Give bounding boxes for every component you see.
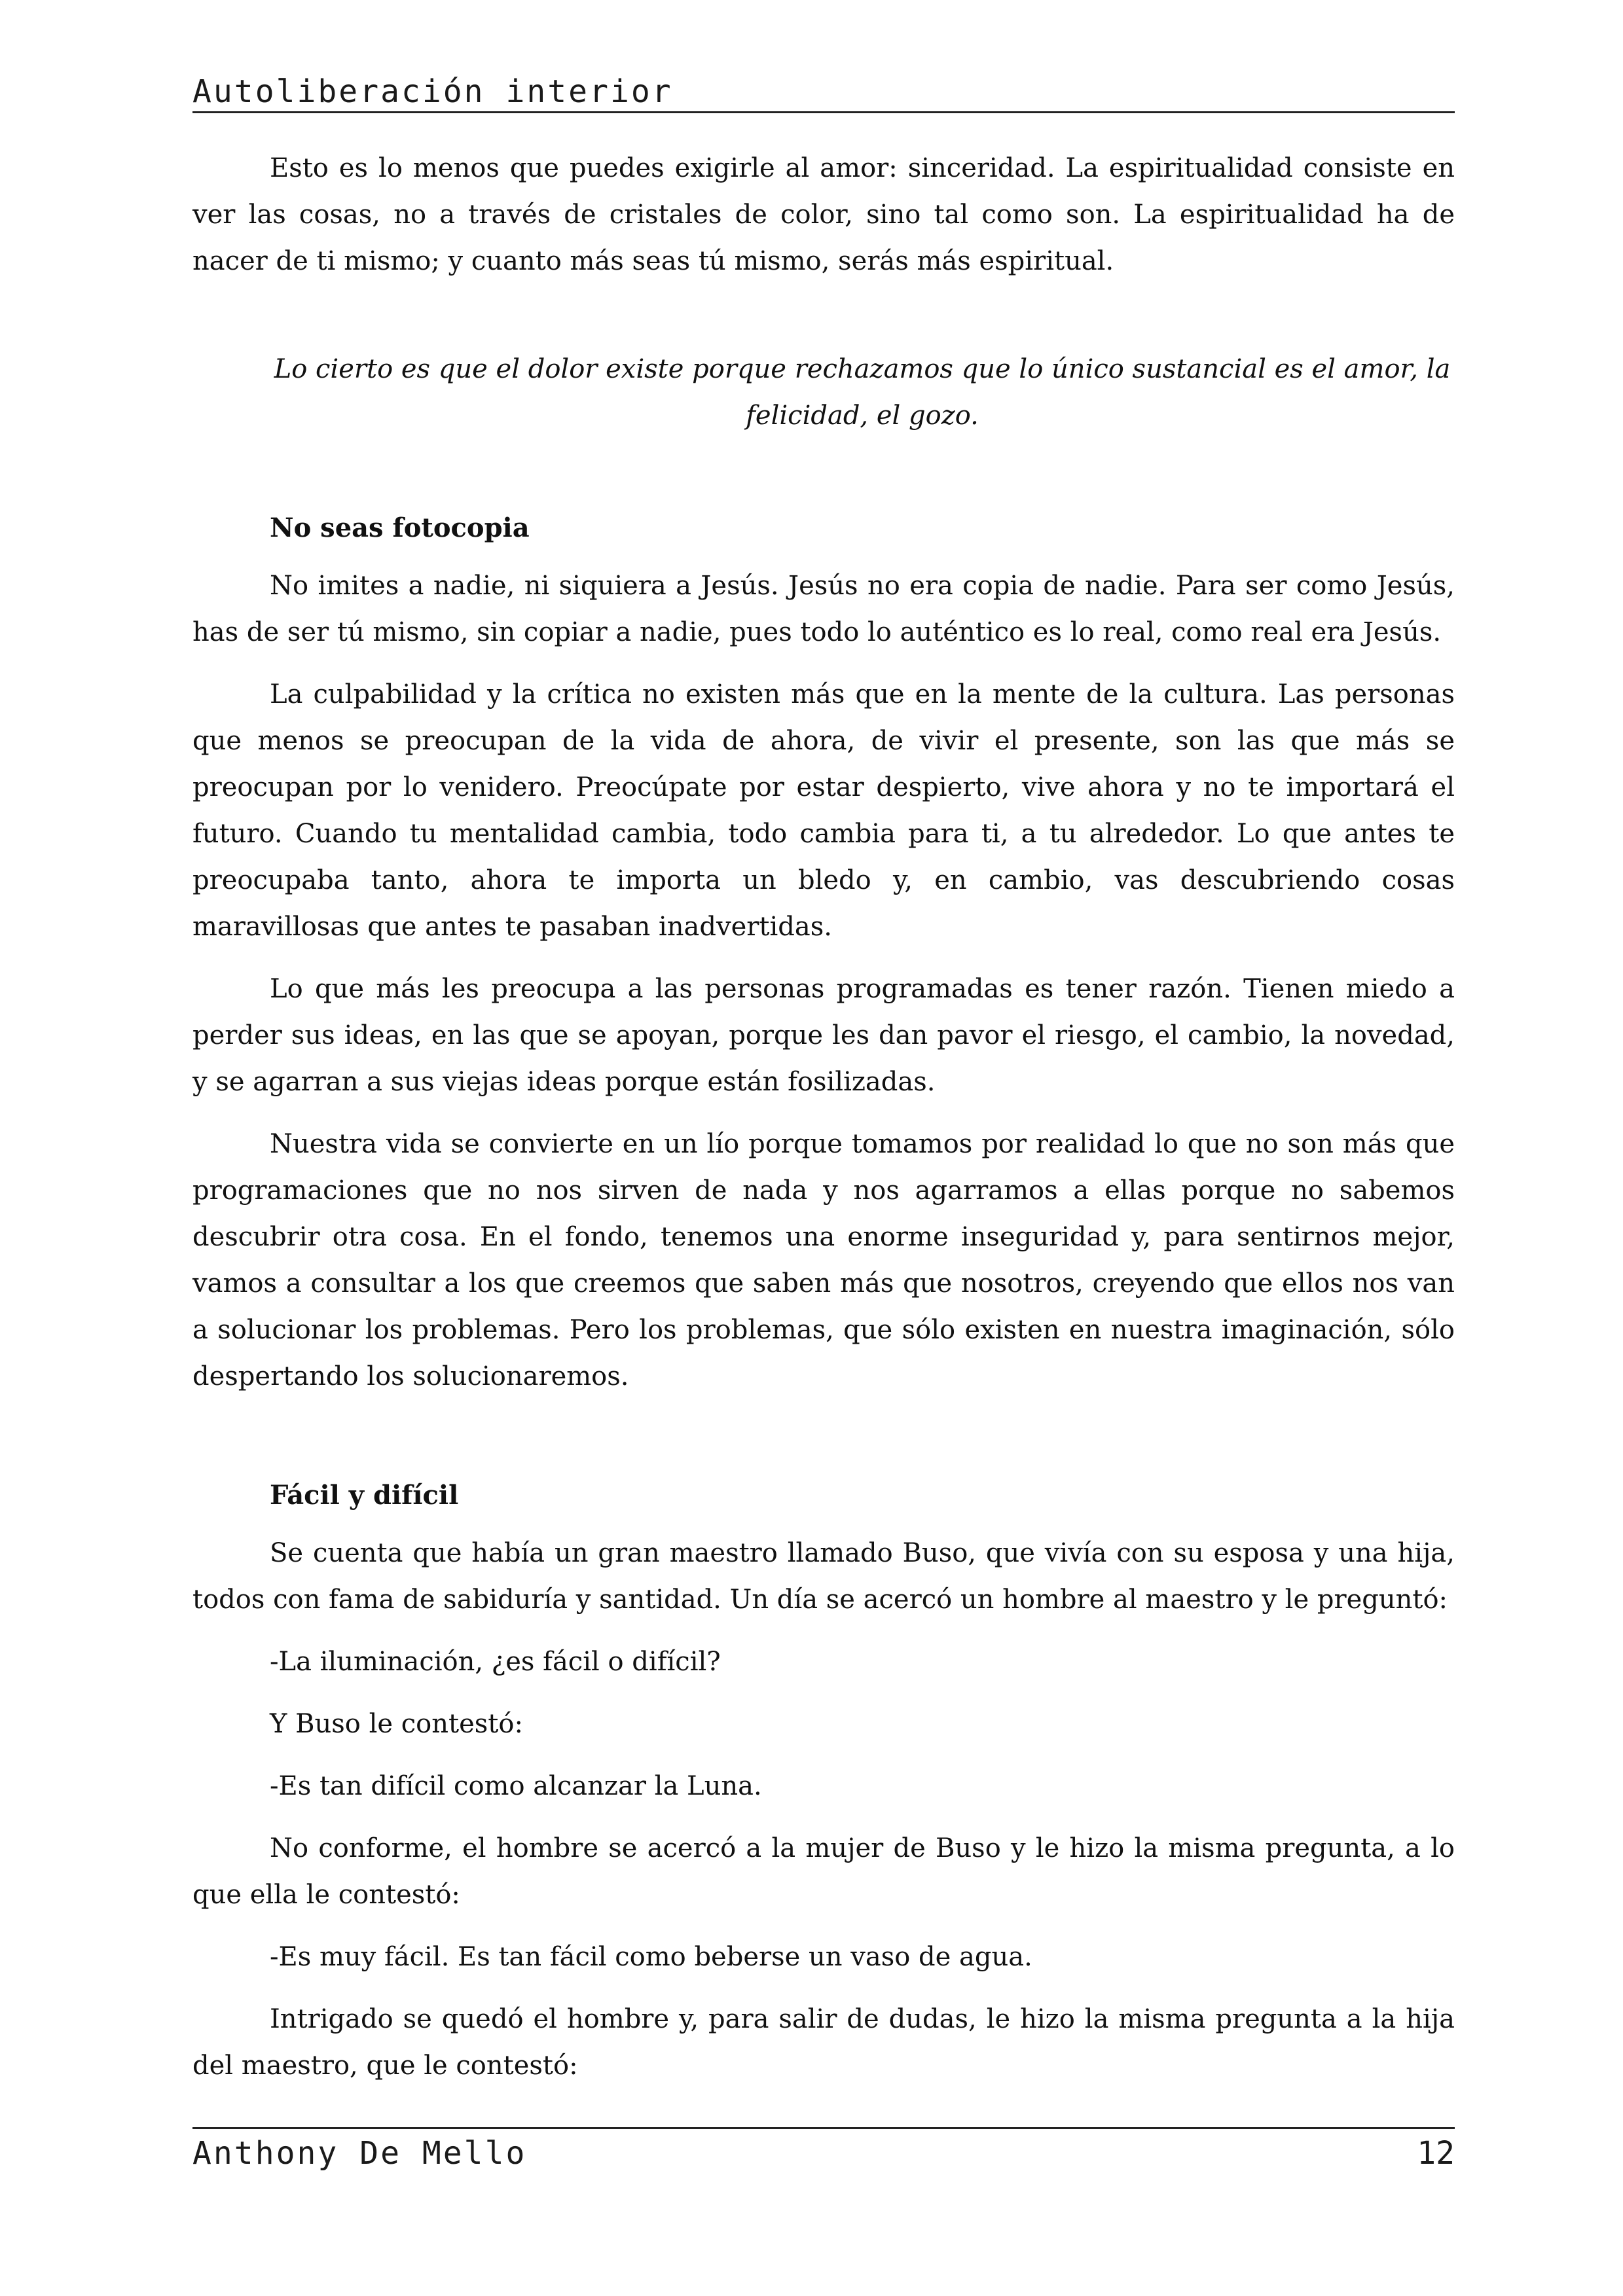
pull-quote: Lo cierto es que el dolor existe porque rechazamos que lo único sustancial es el amor, la felicidad, el gozo. <box>274 354 1451 431</box>
section-heading-facil-y-dificil: Fácil y difícil <box>270 1480 459 1511</box>
dialog-line: -La iluminación, ¿es fácil o difícil? <box>270 1647 721 1677</box>
dialog-line: Y Buso le contestó: <box>270 1709 523 1739</box>
dialog-line: -Es muy fácil. Es tan fácil como beberse un vaso de agua. <box>270 1942 1032 1972</box>
running-header-title: Autoliberación interior <box>192 73 673 110</box>
footer-author: Anthony De Mello <box>192 2135 527 2172</box>
section-heading-no-seas-fotocopia: No seas fotocopia <box>270 512 530 543</box>
paragraph: No conforme, el hombre se acercó a la mujer de Buso y le hizo la misma pregunta, a lo que ella le contestó: <box>192 1833 1455 1910</box>
page-number: 12 <box>1417 2135 1455 2172</box>
dialog-line: -Es tan difícil como alcanzar la Luna. <box>270 1771 762 1801</box>
paragraph: No imites a nadie, ni siquiera a Jesús. Jesús no era copia de nadie. Para ser como Jesús, has de ser tú mismo, sin copiar a nadie, pues todo lo auténtico es lo real, como real era Jesús. <box>192 571 1455 647</box>
paragraph: Nuestra vida se convierte en un lío porque tomamos por realidad lo que no son más que programaciones que no nos sirven de nada y nos agarramos a ellas porque no sabemos descubrir otra cosa. En el fondo, tenemos una enorme inseguridad y, para sentirnos mejor, vamos a consultar a los que creemos que saben más que nosotros, creyendo que ellos nos van a solucionar los problemas. Pero los problemas, que sólo existen en nuestra imaginación, sólo despertando los solucionaremos. <box>192 1129 1455 1391</box>
paragraph: Se cuenta que había un gran maestro llamado Buso, que vivía con su esposa y una hija, todos con fama de sabiduría y santidad. Un día se acercó un hombre al maestro y le preguntó: <box>192 1538 1455 1615</box>
footer-rule <box>192 2127 1455 2129</box>
header-rule <box>192 111 1455 113</box>
body-text <box>192 145 1455 2105</box>
paragraph: La culpabilidad y la crítica no existen más que en la mente de la cultura. Las personas que menos se preocupan de la vida de ahora, de vivir el presente, son las que más se preocupan por lo venidero. Preocúpate por estar despierto, vive ahora y no te importará el futuro. Cuando tu mentalidad cambia, todo cambia para ti, a tu alrededor. Lo que antes te preocupaba tanto, ahora te importa un bledo y, en cambio, vas descubriendo cosas maravillosas que antes te pasaban inadvertidas. <box>192 679 1455 942</box>
paragraph: Intrigado se quedó el hombre y, para salir de dudas, le hizo la misma pregunta a la hija del maestro, que le contestó: <box>192 2004 1455 2081</box>
paragraph: Lo que más les preocupa a las personas programadas es tener razón. Tienen miedo a perder sus ideas, en las que se apoyan, porque les dan pavor el riesgo, el cambio, la novedad, y se agarran a sus viejas ideas porque están fosilizadas. <box>192 974 1455 1097</box>
paragraph: Esto es lo menos que puedes exigirle al amor: sinceridad. La espiritualidad consiste en ver las cosas, no a través de cristales de color, sino tal como son. La espiritualidad ha de nacer de ti mismo; y cuanto más seas tú mismo, serás más espiritual. <box>192 153 1455 276</box>
